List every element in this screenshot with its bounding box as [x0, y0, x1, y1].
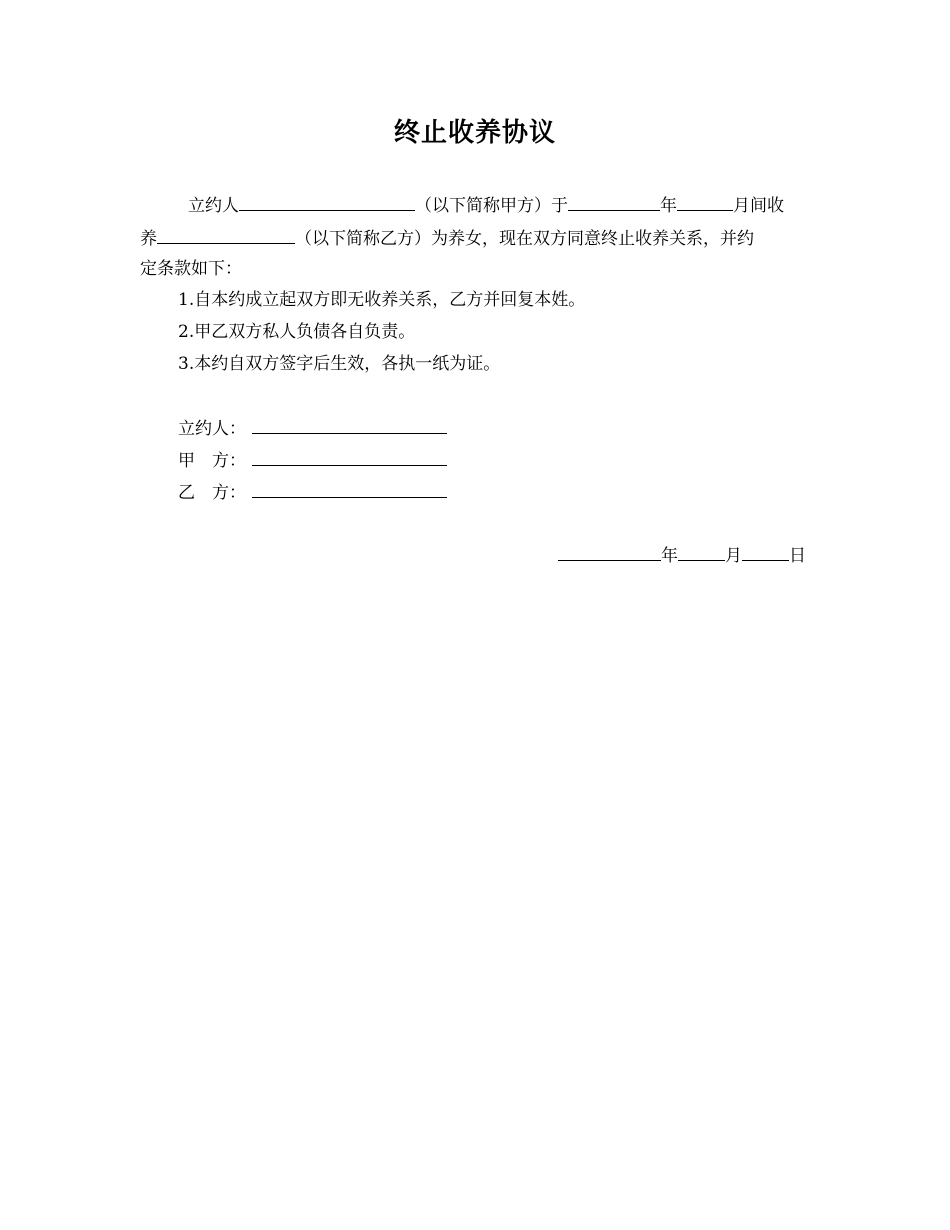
party-a-signature-blank[interactable]	[252, 448, 447, 466]
clause-3: 3.本约自双方签字后生效，各执一纸为证。	[178, 354, 501, 374]
intro-text-a: 立约人	[188, 196, 239, 216]
clause-1: 1.自本约成立起双方即无收养关系，乙方并回复本姓。	[178, 290, 586, 310]
intro-text-e: 养	[140, 229, 157, 249]
intro-text-c: 年	[660, 196, 677, 216]
signature-label: 乙 方：	[178, 483, 246, 503]
clause-2: 2.甲乙双方私人负债各自负责。	[178, 322, 416, 342]
date-month-label: 月	[725, 546, 742, 566]
intro-line-3: 定条款如下：	[140, 259, 242, 279]
date-year-blank[interactable]	[558, 543, 661, 561]
intro-text-f: （以下简称乙方）为养女，现在双方同意终止收养关系，并约	[295, 229, 754, 249]
party-b-signature-blank[interactable]	[252, 480, 447, 498]
signature-row-party-b	[178, 480, 447, 504]
date-month-blank[interactable]	[678, 543, 725, 561]
date-day-blank[interactable]	[742, 543, 789, 561]
document-title: 终止收养协议	[393, 118, 556, 148]
signature-label: 立约人：	[178, 419, 246, 439]
adoption-year-blank[interactable]	[568, 193, 660, 211]
intro-text-b: （以下简称甲方）于	[415, 196, 568, 216]
party-a-name-blank[interactable]	[239, 193, 415, 211]
signer-signature-blank[interactable]	[252, 416, 447, 434]
date-year-label: 年	[661, 546, 678, 566]
party-b-name-blank[interactable]	[157, 226, 295, 244]
signature-row-signer	[178, 416, 447, 440]
intro-text-d: 月间收	[733, 196, 784, 216]
date-day-label: 日	[789, 546, 806, 566]
intro-line-2	[140, 226, 754, 250]
intro-line-1	[188, 193, 784, 217]
signature-row-party-a	[178, 448, 447, 472]
date-row	[558, 543, 806, 567]
signature-label: 甲 方：	[178, 451, 246, 471]
adoption-month-blank[interactable]	[677, 193, 733, 211]
